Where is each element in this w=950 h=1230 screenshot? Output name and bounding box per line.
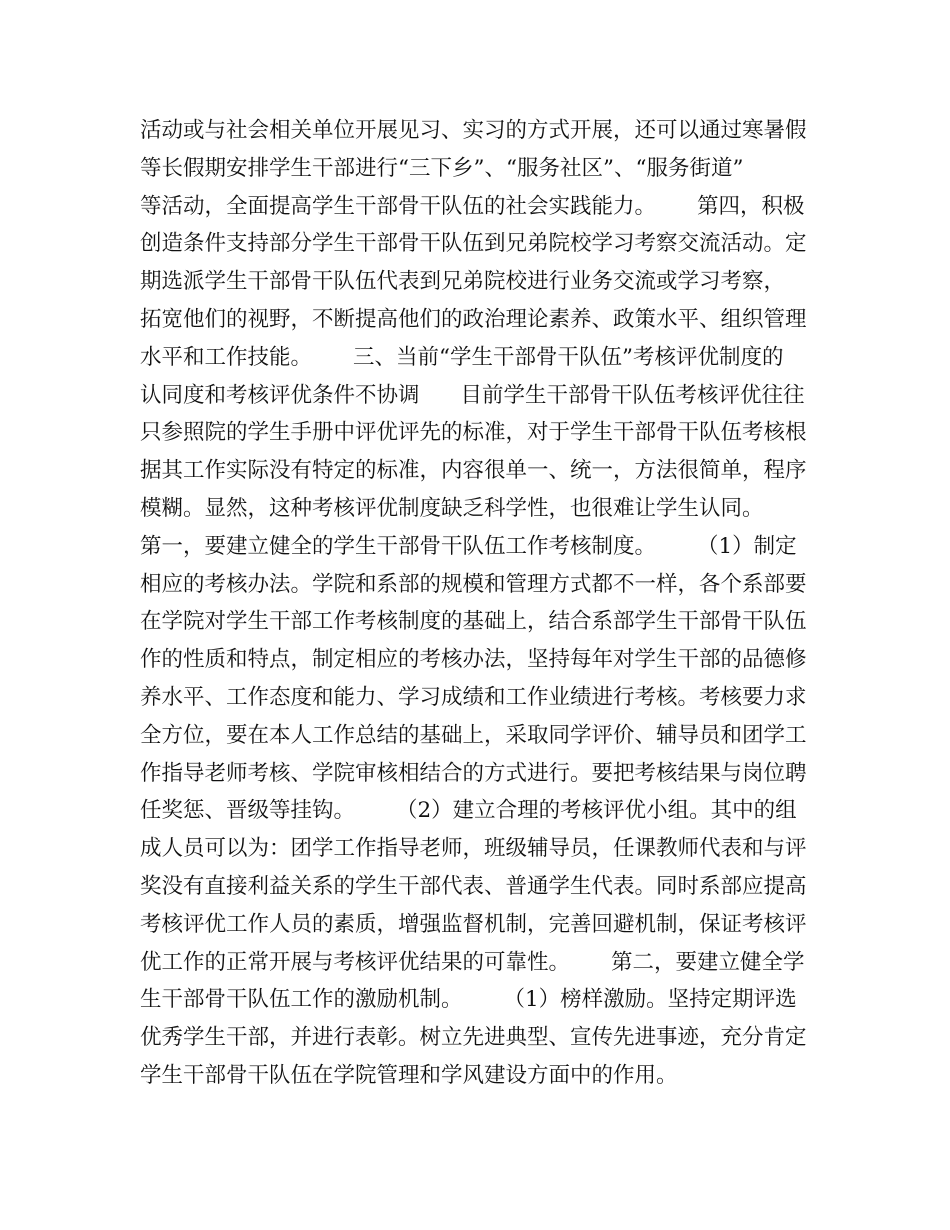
body-text	[140, 112, 820, 1095]
text-line: 优工作的正常开展与考核评优结果的可靠性。 第二，要建立健全学	[140, 949, 805, 975]
text-line: 活动或与社会相关单位开展见习、实习的方式开展，还可以通过寒暑假	[140, 118, 807, 143]
text-line: 作指导老师考核、学院审核相结合的方式进行。要把考核结果与岗位聘	[140, 760, 807, 786]
text-line: 等活动，全面提高学生干部骨干队伍的社会实践能力。 第四，积极	[140, 193, 805, 219]
text-line: 作的性质和特点，制定相应的考核办法，坚持每年对学生干部的品德修	[140, 647, 807, 673]
text-line: 只参照院的学生手册中评优评先的标准，对于学生干部骨干队伍考核根	[140, 420, 807, 446]
text-line: 在学院对学生干部工作考核制度的基础上，结合系部学生干部骨干队伍	[140, 609, 807, 635]
text-line: 奖没有直接利益关系的学生干部代表、普通学生代表。同时系部应提高	[140, 873, 807, 899]
text-line: 创造条件支持部分学生干部骨干队伍到兄弟院校学习考察交流活动。定	[140, 231, 807, 257]
text-line: 认同度和考核评优条件不协调 目前学生干部骨干队伍考核评优往往	[140, 382, 805, 408]
text-line: 学生干部骨干队伍在学院管理和学风建设方面中的作用。	[140, 1062, 678, 1088]
text-line: 生干部骨干队伍工作的激励机制。 （1）榜样激励。坚持定期评选	[140, 987, 797, 1013]
text-line: 拓宽他们的视野，不断提高他们的政治理论素养、政策水平、组织管理	[140, 306, 807, 332]
text-line: 养水平、工作态度和能力、学习成绩和工作业绩进行考核。考核要力求	[140, 684, 807, 710]
text-line: 考核评优工作人员的素质，增强监督机制，完善回避机制，保证考核评	[140, 911, 807, 937]
text-line: 成人员可以为：团学工作指导老师，班级辅导员，任课教师代表和与评	[140, 836, 807, 862]
text-line: 相应的考核办法。学院和系部的规模和管理方式都不一样，各个系部要	[140, 571, 807, 597]
text-line: 据其工作实际没有特定的标准，内容很单一、统一，方法很简单，程序	[140, 458, 807, 484]
text-line: 任奖惩、晋级等挂钩。 （2）建立合理的考核评优小组。其中的组	[140, 798, 797, 824]
text-line: 模糊。显然，这种考核评优制度缺乏科学性，也很难让学生认同。	[140, 495, 764, 521]
text-line: 水平和工作技能。 三、当前“学生干部骨干队伍”考核评优制度的	[140, 344, 784, 370]
text-line: 第一，要建立健全的学生干部骨干队伍工作考核制度。 （1）制定	[140, 533, 797, 559]
text-line: 优秀学生干部，并进行表彰。树立先进典型、宣传先进事迹，充分肯定	[140, 1025, 807, 1051]
text-line: 期选派学生干部骨干队伍代表到兄弟院校进行业务交流或学习考察，	[140, 269, 786, 295]
text-line: 全方位，要在本人工作总结的基础上，采取同学评价、辅导员和团学工	[140, 722, 807, 748]
text-line: 等长假期安排学生干部进行“三下乡”、“服务社区”、“服务街道”	[140, 155, 744, 181]
